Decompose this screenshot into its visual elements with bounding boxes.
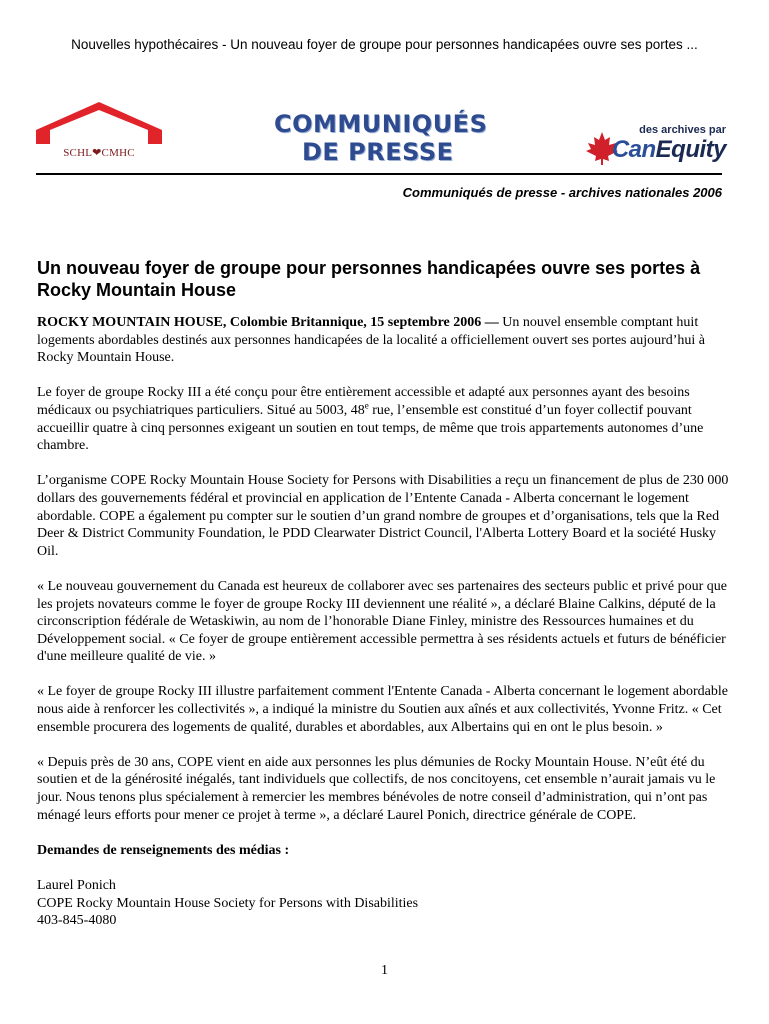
ordinal-superscript: e: [364, 400, 369, 411]
paragraph-3: L’organisme COPE Rocky Mountain House Society for Persons with Disabilities a reçu un financement de plus de 230 000 dollars des gouvernements fédéral et provincial en application de l’Entente Canada - Alberta concernant le logement abordable. COPE a également pu compter sur le soutien d’un grand nombre de groupes et d’organisations, tels que la Red Deer & District Community Foundation, le PDD Clearwater District Council, l'Alberta Lottery Board et la société Husky Oil.: [37, 473, 729, 559]
page-number: 1: [381, 963, 388, 978]
cmhc-logo-text: SCHL❤CMHC: [63, 147, 135, 159]
cmhc-logo: [36, 102, 162, 164]
canequity-can: Can: [611, 136, 656, 163]
archives-caption: des archives par: [639, 124, 726, 136]
contact-name: Laurel Ponich: [37, 878, 116, 893]
paragraph-5: « Le foyer de groupe Rocky III illustre parfaitement comment l'Entente Canada - Alberta concernant le logement abordable nous aide à renforcer les collectivités », a indiqué la ministre du Soutien aux aînés et aux collectivités, Yvonne Fritz. « Cet ensemble procurera des logements de qualité, durables et abordables, aux Albertains qui en ont le plus besoin. »: [37, 684, 728, 735]
press-logo-line-2: DE PRESSE: [302, 138, 454, 166]
media-inquiries-heading: Demandes de renseignements des médias :: [37, 842, 290, 858]
canequity-equity: Equity: [655, 136, 726, 163]
paragraph-2-text-b: rue, l’ensemble est constitué d’un foyer collectif pouvant accueillir quatre à cinq personnes exigeant un soutien en tout temps, de même que trois appartements autonomes d’une chambre.: [37, 402, 704, 454]
press-release-logo: [268, 110, 486, 170]
press-logo-line-1: COMMUNIQUÉS: [274, 110, 488, 138]
contact-phone: 403-845-4080: [37, 913, 117, 929]
paragraph-4: « Le nouveau gouvernement du Canada est heureux de collaborer avec ses partenaires des secteurs public et privé pour que les projets novateurs comme le foyer de groupe Rocky III deviennent une réalité », a déclaré Blaine Calkins, député de la circonscription fédérale de Wetaskiwin, au nom de l’honorable Diane Finley, ministre des Ressources humaines et du Développement social. « Ce foyer de groupe entièrement accessible permettra à ses résidents actuels et futurs de bénéficier d'une meilleure qualité de vie. »: [37, 578, 728, 665]
paragraph-1: [37, 314, 729, 367]
roof-icon: [36, 102, 162, 146]
paragraph-6: « Depuis près de 30 ans, COPE vient en aide aux personnes les plus démunies de Rocky Mountain House. N’eût été du soutien et de la générosité inégalés, tant individuels que collectifs, de nos concitoyens, cet ensemble n’aurait jamais vu le jour. Nous tenons plus spécialement à remercier les membres bénévoles de notre conseil d’administration, qui n’ont pas ménagé leurs efforts pour mener ce projet à terme », a déclaré Laurel Ponich, directrice générale de COPE.: [37, 754, 716, 823]
paragraph-2-text-a: Le foyer de groupe Rocky III a été conçu pour être entièrement accessible et adapté aux personnes ayant des besoins médicaux ou psychiatriques particuliers. Situé au 5003, 48: [37, 385, 690, 418]
dateline: ROCKY MOUNTAIN HOUSE, Colombie Britannique, 15 septembre 2006 —: [37, 315, 499, 330]
contact-organization: COPE Rocky Mountain House Society for Persons with Disabilities: [37, 895, 419, 911]
canequity-logo: [584, 124, 726, 168]
article-body: [37, 314, 729, 930]
canequity-wordmark: [612, 136, 726, 164]
header-divider: [36, 173, 722, 175]
paragraph-2: [37, 384, 729, 454]
archive-subheader: Communiqués de presse - archives nationales 2006: [402, 185, 722, 200]
article-headline: Un nouveau foyer de groupe pour personnes handicapées ouvre ses portes à Rocky Mountain House: [37, 258, 701, 300]
running-title: Nouvelles hypothécaires - Un nouveau foyer de groupe pour personnes handicapées ouvre ses portes ...: [71, 37, 698, 52]
paragraph-1-text: Un nouvel ensemble comptant huit logements abordables destinés aux personnes handicapées de la localité a officiellement ouvert ses portes aujourd’hui à Rocky Mountain House.: [37, 315, 706, 366]
